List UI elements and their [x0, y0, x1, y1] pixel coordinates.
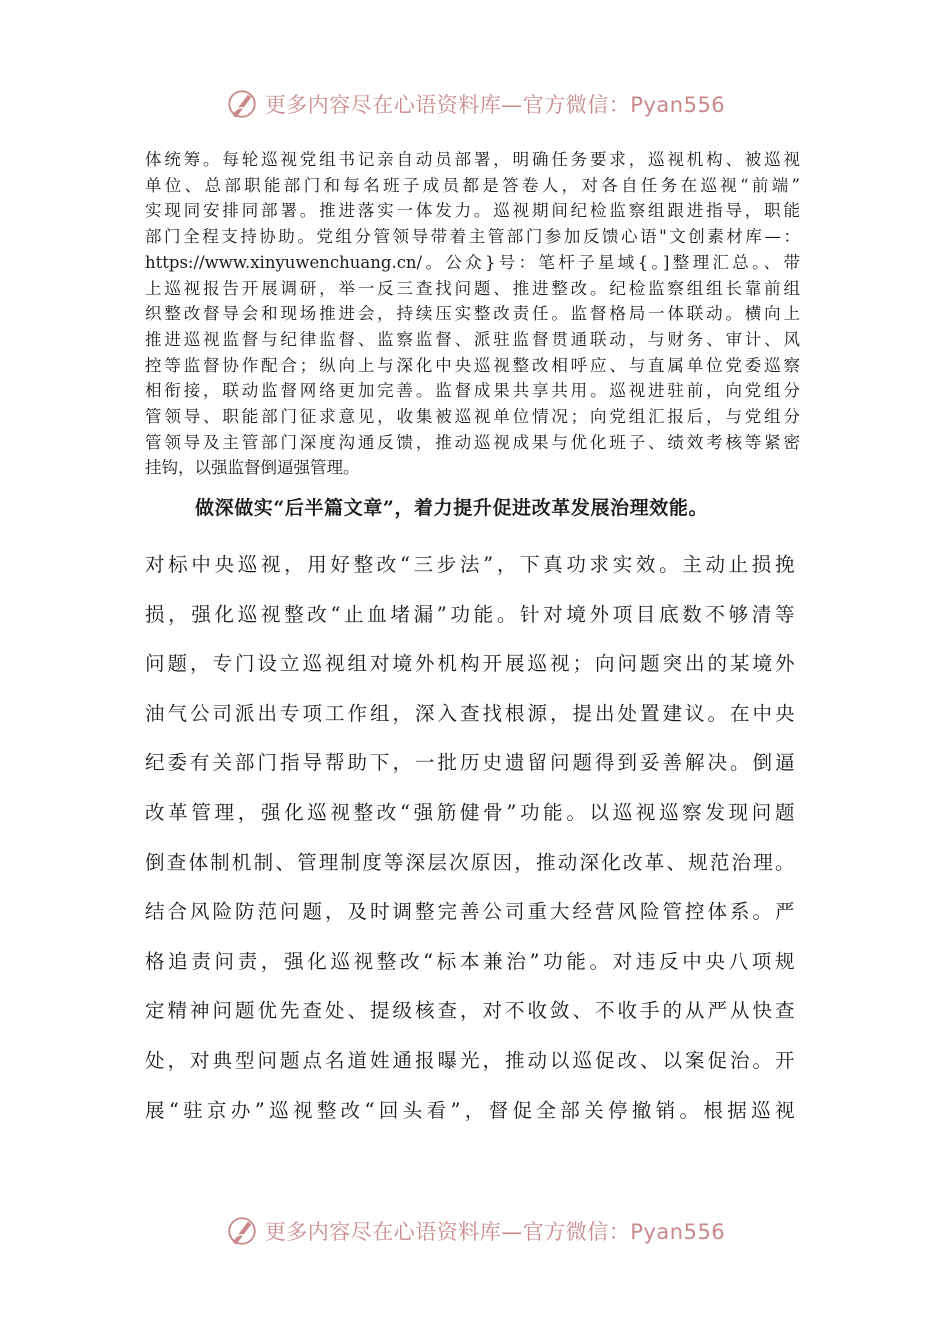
pen-logo-icon: [225, 87, 259, 121]
text-line: 损，强化巡视整改“止血堵漏”功能。针对境外项目底数不够清等: [145, 602, 795, 626]
watermark-text: 更多内容尽在心语资料库—官方微信：Pyan556: [264, 93, 726, 117]
text-line: 推进巡视监督与纪律监督、监察监督、派驻监督贯通联动，与财务、审计、风: [145, 329, 800, 349]
text-line: 问题，专门设立巡视组对境外机构开展巡视；向问题突出的某境外: [145, 652, 795, 676]
body-paragraph-1: [145, 147, 800, 481]
text-line: https://www.xinyuwenchuang.cn/。公众}号：笔杆子星域{。]整理汇总。、带: [145, 252, 800, 272]
body-paragraph-2: [145, 540, 795, 1135]
text-line: 纪委有关部门指导帮助下，一批历史遗留问题得到妥善解决。倒逼: [145, 751, 795, 775]
text-line: 部门全程支持协助。党组分管领导带着主管部门参加反馈心语"文创素材库—：: [145, 227, 800, 247]
text-line: 油气公司派出专项工作组，深入查找根源，提出处置建议。在中央: [145, 701, 795, 725]
section-heading: 做深做实“后半篇文章”，着力提升促进改革发展治理效能。: [195, 497, 709, 519]
text-line: 对标中央巡视，用好整改“三步法”，下真功求实效。主动止损挽: [145, 553, 795, 576]
text-line: 控等监督协作配合；纵向上与深化中央巡视整改相呼应、与直属单位党委巡察: [145, 355, 800, 375]
text-line: 展“驻京办”巡视整改“回头看”，督促全部关停撤销。根据巡视: [145, 1098, 795, 1122]
watermark-footer: [0, 1211, 950, 1251]
text-line: 实现同安排同部署。推进落实一体发力。巡视期间纪检监察组跟进指导，职能: [145, 201, 800, 221]
text-line: 单位、总部职能部门和每名班子成员都是答卷人，对各自任务在巡视“前端”: [145, 175, 800, 195]
pen-logo-icon: [225, 1214, 259, 1248]
text-line: 倒查体制机制、管理制度等深层次原因，推动深化改革、规范治理。: [145, 850, 795, 874]
watermark-text: 更多内容尽在心语资料库—官方微信：Pyan556: [264, 1220, 726, 1244]
text-line: 处，对典型问题点名道姓通报曝光，推动以巡促改、以案促治。开: [145, 1048, 795, 1072]
text-line: 上巡视报告开展调研，举一反三查找问题、推进整改。纪检监察组组长靠前组: [145, 278, 800, 298]
text-line: 管领导、职能部门征求意见，收集被巡视单位情况；向党组汇报后，与党组分: [145, 407, 800, 427]
text-line: 织整改督导会和现场推进会，持续压实整改责任。监督格局一体联动。横向上: [145, 304, 800, 324]
text-line: 相衔接，联动监督网络更加完善。监督成果共享共用。巡视进驻前，向党组分: [145, 381, 800, 401]
text-line: 定精神问题优先查处、提级核查，对不收敛、不收手的从严从快查: [145, 999, 795, 1023]
watermark-header: [0, 84, 950, 124]
text-line: 结合风险防范问题，及时调整完善公司重大经营风险管控体系。严: [145, 900, 795, 924]
text-line: 格追责问责，强化巡视整改“标本兼治”功能。对违反中央八项规: [145, 949, 795, 973]
text-line: 体统筹。每轮巡视党组书记亲自动员部署，明确任务要求，巡视机构、被巡视: [145, 150, 800, 169]
text-line: 改革管理，强化巡视整改“强筋健骨”功能。以巡视巡察发现问题: [145, 800, 795, 824]
text-line: 挂钩，以强监督倒逼强管理。: [145, 458, 360, 478]
text-line: 管领导及主管部门深度沟通反馈，推动巡视成果与优化班子、绩效考核等紧密: [145, 432, 800, 452]
